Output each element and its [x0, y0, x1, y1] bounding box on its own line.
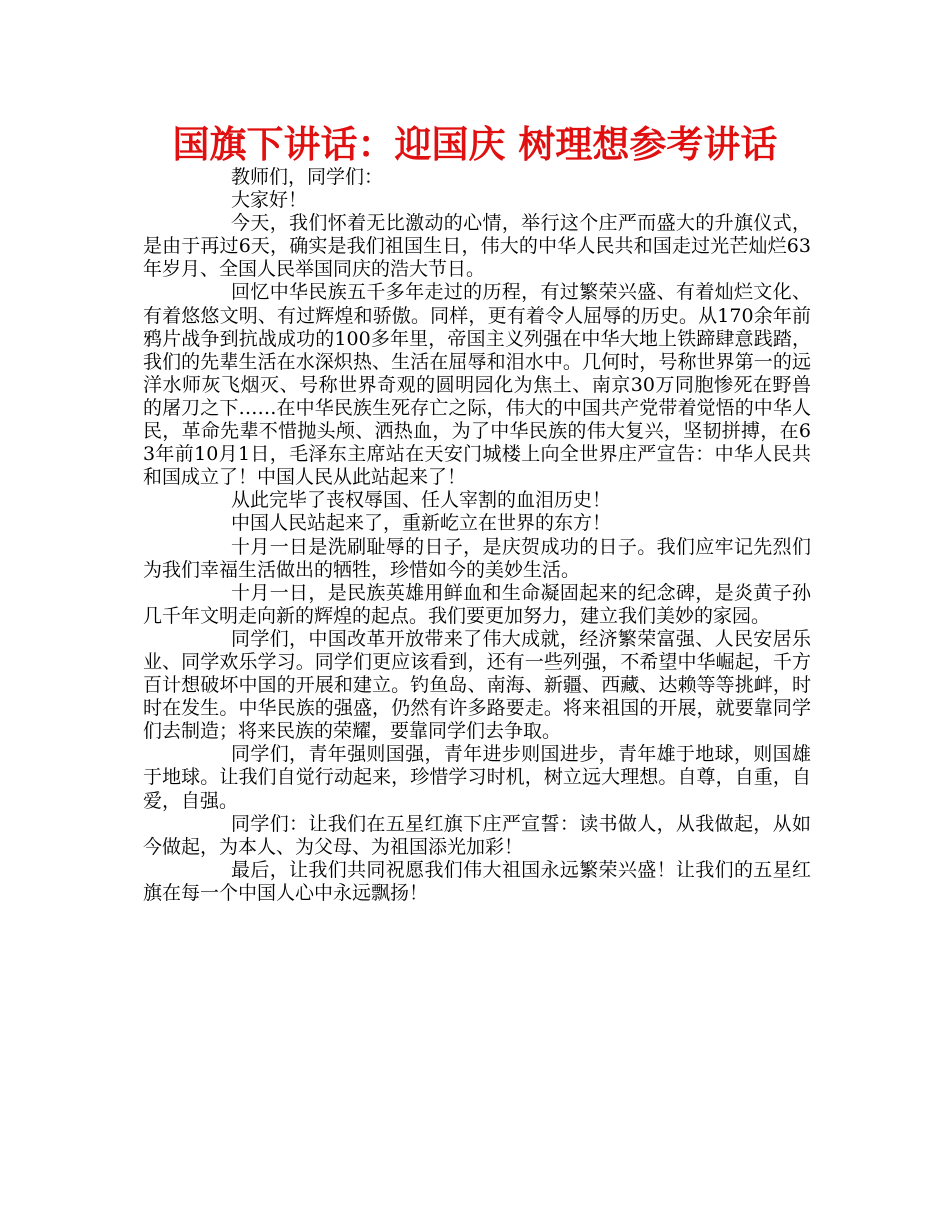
document-title: 国旗下讲话：迎国庆 树理想参考讲话 — [172, 123, 778, 166]
paragraph: 中国人民站起来了，重新屹立在世界的东方！ — [231, 512, 612, 535]
document-body — [143, 166, 811, 905]
paragraph: 从此完毕了丧权辱国、任人宰割的血泪历史！ — [231, 489, 612, 512]
paragraph: 最后，让我们共同祝愿我们伟大祖国永远繁荣兴盛！让我们的五星红旗在每一个中国人心中永远飘扬！ — [143, 858, 811, 904]
paragraph: 回忆中华民族五千多年走过的历程，有过繁荣兴盛、有着灿烂文化、有着悠悠文明、有过辉煌和骄傲。同样，更有着令人屈辱的历史。从170余年前鸦片战争到抗战成功的100多年里，帝国主义列强在中华大地上铁蹄肆意践踏，我们的先辈生活在水深炽热、生活在屈辱和泪水中。几何时，号称世界第一的远洋水师灰飞烟灭、号称世界奇观的圆明园化为焦土、南京30万同胞惨死在野兽的屠刀之下……在中华民族生死存亡之际，伟大的中国共产党带着觉悟的中华人民，革命先辈不惜抛头颅、洒热血，为了中华民族的伟大复兴，坚韧拼搏，在63年前10月1日，毛泽东主席站在天安门城楼上向全世界庄严宣告：中华人民共和国成立了！中国人民从此站起来了！ — [143, 281, 811, 489]
paragraph: 大家好！ — [231, 189, 308, 212]
paragraph: 十月一日是洗刷耻辱的日子，是庆贺成功的日子。我们应牢记先烈们为我们幸福生活做出的牺牲，珍惜如今的美妙生活。 — [143, 535, 811, 581]
paragraph: 同学们，中国改革开放带来了伟大成就，经济繁荣富强、人民安居乐业、同学欢乐学习。同学们更应该看到，还有一些列强，不希望中华崛起，千方百计想破坏中国的开展和建立。钓鱼岛、南海、新疆、西藏、达赖等等挑衅，时时在发生。中华民族的强盛，仍然有许多路要走。将来祖国的开展，就要靠同学们去制造；将来民族的荣耀，要靠同学们去争取。 — [143, 627, 811, 743]
paragraph: 今天，我们怀着无比激动的心情，举行这个庄严而盛大的升旗仪式，是由于再过6天，确实是我们祖国生日，伟大的中华人民共和国走过光芒灿烂63年岁月、全国人民举国同庆的浩大节日。 — [143, 212, 811, 281]
paragraph: 教师们，同学们： — [231, 166, 384, 188]
paragraph: 同学们，青年强则国强，青年进步则国进步，青年雄于地球，则国雄于地球。让我们自觉行动起来，珍惜学习时机，树立远大理想。自尊，自重，自爱，自强。 — [143, 743, 811, 812]
paragraph: 同学们：让我们在五星红旗下庄严宣誓：读书做人，从我做起，从如今做起，为本人、为父母、为祖国添光加彩！ — [143, 812, 811, 858]
paragraph: 十月一日，是民族英雄用鲜血和生命凝固起来的纪念碑，是炎黄子孙几千年文明走向新的辉煌的起点。我们要更加努力，建立我们美妙的家园。 — [143, 581, 811, 627]
